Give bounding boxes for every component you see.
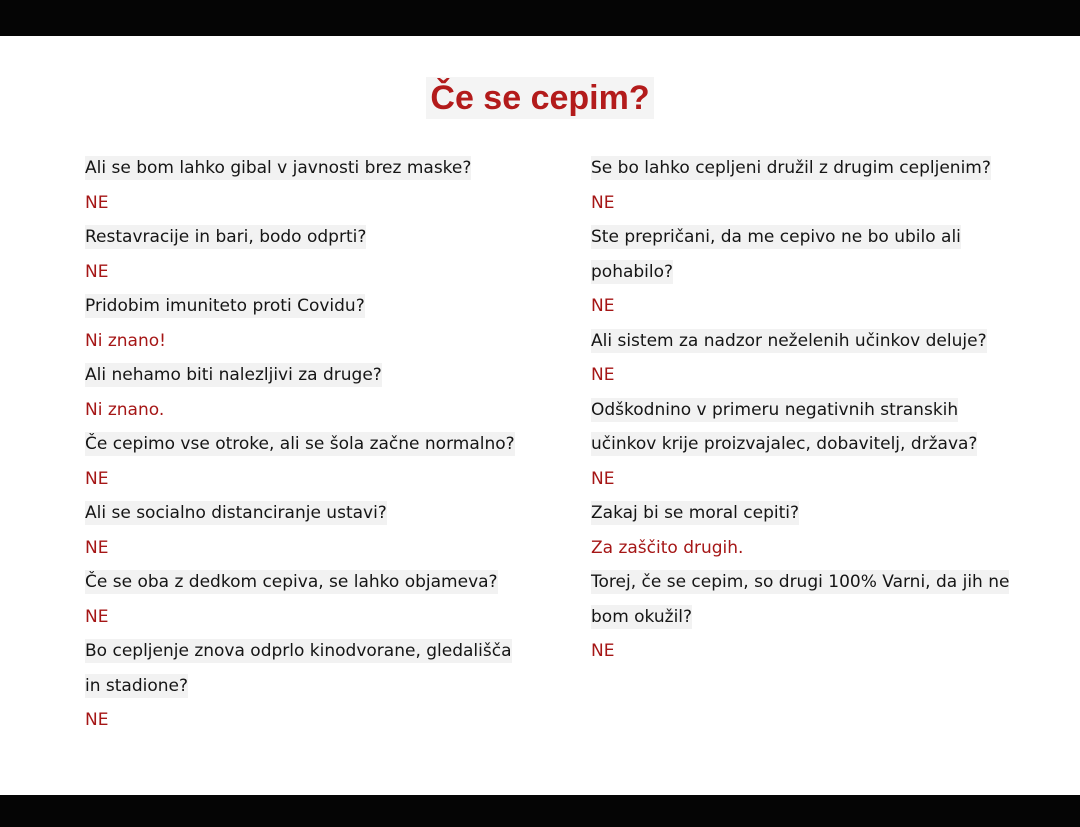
question-text: pohabilo? xyxy=(591,261,674,282)
answer-line xyxy=(85,186,555,221)
answer-line xyxy=(85,531,555,566)
question-text: Ali sistem za nadzor neželenih učinkov deluje? xyxy=(591,330,987,351)
right-column xyxy=(591,151,1041,669)
answer-text: Ni znano. xyxy=(85,399,165,420)
question-text: Restavracije in bari, bodo odprti? xyxy=(85,227,367,247)
question-line xyxy=(85,220,555,255)
question-text: Pridobim imuniteto proti Covidu? xyxy=(85,296,365,316)
answer-text: NE xyxy=(85,468,109,489)
question-line xyxy=(591,220,1041,255)
answer-line xyxy=(591,358,1041,393)
question-line xyxy=(591,600,1041,635)
answer-line xyxy=(85,255,555,290)
question-text: Če cepimo vse otroke, ali se šola začne normalno? xyxy=(85,434,515,454)
page-title-text: Če se cepim? xyxy=(426,77,653,119)
question-text: Zakaj bi se moral cepiti? xyxy=(591,503,800,523)
answer-line xyxy=(85,324,555,359)
question-text: Ali nehamo biti nalezljivi za druge? xyxy=(85,365,382,385)
question-text: Torej, če se cepim, so drugi 100% Varni, da jih ne xyxy=(591,572,1010,592)
question-line xyxy=(85,634,555,669)
question-line xyxy=(85,427,555,462)
answer-text: NE xyxy=(85,537,109,558)
answer-text: Za zaščito drugih. xyxy=(591,537,744,558)
question-text: Bo cepljenje znova odprlo kinodvorane, gledališča xyxy=(85,641,512,661)
question-line xyxy=(591,324,1041,359)
top-black-bar xyxy=(0,0,1080,36)
question-text: bom okužil? xyxy=(591,606,693,627)
question-text: učinkov krije proizvajalec, dobavitelj, država? xyxy=(591,434,978,454)
question-text: Ste prepričani, da me cepivo ne bo ubilo ali xyxy=(591,227,961,247)
answer-text: NE xyxy=(85,710,109,730)
question-line xyxy=(85,496,555,531)
bottom-black-bar xyxy=(0,795,1080,827)
answer-line xyxy=(85,703,555,738)
page-title xyxy=(0,76,1080,120)
question-line xyxy=(85,289,555,324)
question-line xyxy=(85,669,555,704)
question-text: Odškodnino v primeru negativnih stranskih xyxy=(591,399,959,420)
answer-text: NE xyxy=(591,468,615,489)
question-line xyxy=(591,393,1041,428)
question-line xyxy=(591,496,1041,531)
question-line xyxy=(591,427,1041,462)
answer-line xyxy=(591,531,1041,566)
question-line xyxy=(85,565,555,600)
answer-line xyxy=(591,634,1041,669)
answer-text: NE xyxy=(85,192,109,213)
answer-text: NE xyxy=(591,365,615,385)
question-line xyxy=(85,151,555,186)
answer-text: NE xyxy=(591,192,615,213)
answer-line xyxy=(85,393,555,428)
question-text: Se bo lahko cepljeni družil z drugim cepljenim? xyxy=(591,158,991,178)
question-text: in stadione? xyxy=(85,675,189,696)
answer-line xyxy=(85,462,555,497)
question-line xyxy=(591,565,1041,600)
question-line xyxy=(85,358,555,393)
answer-text: NE xyxy=(591,296,615,316)
question-text: Če se oba z dedkom cepiva, se lahko objameva? xyxy=(85,572,498,592)
answer-text: Ni znano! xyxy=(85,330,166,351)
answer-line xyxy=(85,600,555,635)
answer-line xyxy=(591,186,1041,221)
answer-text: NE xyxy=(85,606,109,627)
question-text: Ali se socialno distanciranje ustavi? xyxy=(85,503,387,523)
question-line xyxy=(591,151,1041,186)
question-text: Ali se bom lahko gibal v javnosti brez maske? xyxy=(85,158,472,178)
answer-line xyxy=(591,289,1041,324)
answer-text: NE xyxy=(85,261,109,282)
answer-line xyxy=(591,462,1041,497)
question-line xyxy=(591,255,1041,290)
answer-text: NE xyxy=(591,641,615,661)
left-column xyxy=(85,151,555,738)
